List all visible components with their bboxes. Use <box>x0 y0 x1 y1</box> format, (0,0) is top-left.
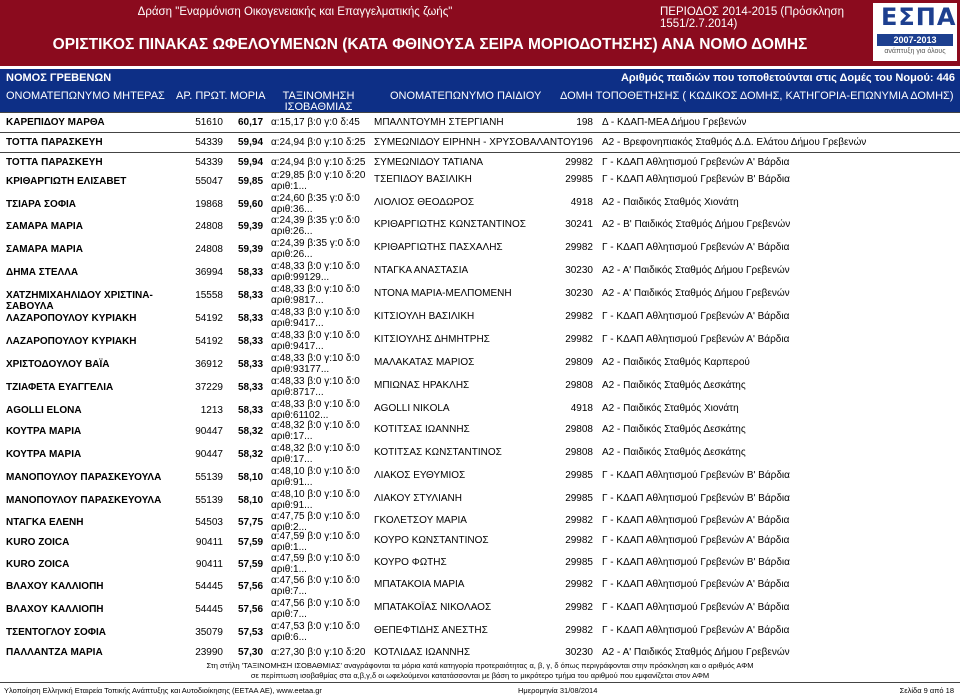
tiebreak-afm: αριθ:2... <box>271 522 307 533</box>
structure-name: Α2 - Β' Παιδικός Σταθμός Δήμου Γρεβενών <box>602 219 791 230</box>
structure-code: 29985 <box>565 493 593 504</box>
tiebreak-scores: α:48,33 β:0 γ:10 δ:0 <box>271 307 360 318</box>
table-row <box>0 193 960 215</box>
protocol-number: 36912 <box>195 359 223 370</box>
mother-name: ΝΤΑΓΚΑ ΕΛΕΝΗ <box>6 517 84 528</box>
structure-code: 29985 <box>565 470 593 481</box>
protocol-number: 51610 <box>195 117 223 128</box>
tiebreak-scores: α:48,32 β:0 γ:10 δ:0 <box>271 443 360 454</box>
moria-value: 59,39 <box>238 244 264 255</box>
table-row <box>0 132 960 152</box>
structure-name: Γ - ΚΔΑΠ Αθλητισμού Γρεβενών Β' Βάρδια <box>602 470 790 481</box>
structure-name: Α2 - Παιδικός Σταθμός Δεσκάτης <box>602 380 746 391</box>
mother-name: ΤΟΤΤΑ ΠΑΡΑΣΚΕΥΗ <box>6 137 103 148</box>
structure-code: 29982 <box>565 515 593 526</box>
structure-name: Γ - ΚΔΑΠ Αθλητισμού Γρεβενών Β' Βάρδια <box>602 557 790 568</box>
col-amount: ΑΡ. ΠΡΩΤ. <box>176 90 228 102</box>
table-row <box>0 330 960 353</box>
protocol-number: 90411 <box>195 537 223 548</box>
structure-name: Γ - ΚΔΑΠ Αθλητισμού Γρεβενών Α' Βάρδια <box>602 625 790 636</box>
tiebreak-scores: α:47,56 β:0 γ:10 δ:0 <box>271 598 360 609</box>
structure-name: Α2 - Παιδικός Σταθμός Δεσκάτης <box>602 447 746 458</box>
table-header <box>0 87 960 112</box>
espa-logo-years: 2007-2013 <box>877 34 953 46</box>
moria-value: 58,10 <box>238 472 264 483</box>
protocol-number: 23990 <box>195 647 223 658</box>
table-row <box>0 531 960 553</box>
structure-code: 30230 <box>565 265 593 276</box>
mother-name: ΒΛΑΧΟΥ ΚΑΛΛΙΟΠΗ <box>6 581 104 592</box>
child-name: ΣΥΜΕΩΝΙΔΟΥ ΕΙΡΗΝΗ - ΧΡΥΣΟΒΑΛΑΝΤΟΥ <box>374 137 578 148</box>
table-row <box>0 152 960 170</box>
table-row <box>0 443 960 466</box>
moria-value: 60,17 <box>238 117 264 128</box>
structure-code: 29982 <box>565 242 593 253</box>
mother-name: ΚΟΥΤΡΑ ΜΑΡΙΑ <box>6 426 82 437</box>
header-banner <box>0 0 960 66</box>
table-row <box>0 621 960 643</box>
structure-name: Γ - ΚΔΑΠ Αθλητισμού Γρεβενών Β' Βάρδια <box>602 493 790 504</box>
tiebreak-scores: α:48,33 β:0 γ:10 δ:0 <box>271 330 360 341</box>
tiebreak-scores: α:24,94 β:0 γ:10 δ:25 <box>271 137 366 148</box>
child-name: AGOLLI NIKOLA <box>374 403 450 414</box>
mother-name: ΒΛΑΧΟΥ ΚΑΛΛΙΟΠΗ <box>6 604 104 615</box>
tiebreak-scores: α:47,53 β:0 γ:10 δ:0 <box>271 621 360 632</box>
tiebreak-afm: αριθ:9417... <box>271 341 324 352</box>
tiebreak-scores: α:47,59 β:0 γ:10 δ:0 <box>271 553 360 564</box>
mother-name: ΚΡΙΘΑΡΓΙΩΤΗ ΕΛΙΣΑΒΕΤ <box>6 176 127 187</box>
structure-code: 30230 <box>565 647 593 658</box>
child-name: ΣΥΜΕΩΝΙΔΟΥ ΤΑΤΙΑΝΑ <box>374 157 484 168</box>
child-name: ΚΟΤΛΙΔΑΣ ΙΩΑΝΝΗΣ <box>374 647 471 658</box>
protocol-number: 35079 <box>195 627 223 638</box>
tiebreak-afm: αριθ:17... <box>271 431 313 442</box>
structure-code: 29982 <box>565 535 593 546</box>
table-row <box>0 238 960 261</box>
tiebreak-afm: αριθ:7... <box>271 586 307 597</box>
mother-name: ΠΑΛΛΑΝΤΖΑ ΜΑΡΙΑ <box>6 647 103 658</box>
child-name: ΚΟΤΙΤΣΑΣ ΙΩΑΝΝΗΣ <box>374 424 470 435</box>
tiebreak-scores: α:48,33 β:0 γ:10 δ:0 <box>271 399 360 410</box>
structure-code: 29982 <box>565 602 593 613</box>
structure-code: 29808 <box>565 424 593 435</box>
espa-logo <box>873 3 957 61</box>
protocol-number: 55139 <box>195 472 223 483</box>
moria-value: 57,59 <box>238 537 264 548</box>
table-row <box>0 489 960 511</box>
moria-value: 58,33 <box>238 313 264 324</box>
structure-name: Γ - ΚΔΑΠ Αθλητισμού Γρεβενών Α' Βάρδια <box>602 157 790 168</box>
table-row <box>0 399 960 420</box>
moria-value: 57,59 <box>238 559 264 570</box>
table-row <box>0 170 960 193</box>
tiebreak-scores: α:24,39 β:35 γ:0 δ:0 <box>271 215 360 226</box>
child-name: ΘΕΠΕΦΤΙΔΗΣ ΑΝΕΣΤΗΣ <box>374 625 488 636</box>
protocol-number: 36994 <box>195 267 223 278</box>
table-row <box>0 353 960 376</box>
moria-value: 59,94 <box>238 137 264 148</box>
moria-value: 58,10 <box>238 495 264 506</box>
child-name: ΚΟΥΡΟ ΚΩΝΣΤΑΝΤΙΝΟΣ <box>374 535 489 546</box>
child-name: ΝΤΑΓΚΑ ΑΝΑΣΤΑΣΙΑ <box>374 265 469 276</box>
tiebreak-scores: α:47,59 β:0 γ:10 δ:0 <box>271 531 360 542</box>
child-name: ΚΙΤΣΙΟΥΛΗΣ ΔΗΜΗΤΡΗΣ <box>374 334 490 345</box>
structure-name: Α2 - Παιδικός Σταθμός Δεσκάτης <box>602 424 746 435</box>
structure-name: Γ - ΚΔΑΠ Αθλητισμού Γρεβενών Α' Βάρδια <box>602 535 790 546</box>
protocol-number: 15558 <box>195 290 223 301</box>
protocol-number: 37229 <box>195 382 223 393</box>
footer-note-1: Στη στήλη 'ΤΑΞΙΝΟΜΗΣΗ ΙΣΟΒΑΘΜΙΑΣ' αναγράφονται τα μόρια κατά κατηγορία προτεραιότητας α, β, γ, δ όπως περιγράφονται στην πρόσκληση και ο αριθμός ΑΦΜ <box>206 661 754 670</box>
tiebreak-scores: α:24,94 β:0 γ:10 δ:25 <box>271 157 366 168</box>
table-row <box>0 376 960 399</box>
structure-name: Γ - ΚΔΑΠ Αθλητισμού Γρεβενών Β' Βάρδια <box>602 174 790 185</box>
tiebreak-scores: α:48,33 β:0 γ:10 δ:0 <box>271 261 360 272</box>
protocol-number: 54445 <box>195 604 223 615</box>
tiebreak-afm: αριθ:9417... <box>271 318 324 329</box>
structure-name: Γ - ΚΔΑΠ Αθλητισμού Γρεβενών Α' Βάρδια <box>602 515 790 526</box>
table-row <box>0 643 960 661</box>
tiebreak-scores: α:48,33 β:0 γ:10 δ:0 <box>271 284 360 295</box>
tiebreak-scores: α:24,39 β:35 γ:0 δ:0 <box>271 238 360 249</box>
protocol-number: 54339 <box>195 137 223 148</box>
child-name: ΚΡΙΘΑΡΓΙΩΤΗΣ ΠΑΣΧΑΛΗΣ <box>374 242 503 253</box>
child-name: ΜΠΑΤΑΚΟΪΑΣ ΝΙΚΟΛΑΟΣ <box>374 602 492 613</box>
structure-name: Α2 - Α' Παιδικός Σταθμός Δήμου Γρεβενών <box>602 288 790 299</box>
mother-name: ΧΑΤΖΗΜΙΧΑΗΛΙΔΟΥ ΧΡΙΣΤΙΝΑ-ΣΑΒΟΥΛΑ <box>6 290 153 312</box>
protocol-number: 54445 <box>195 581 223 592</box>
moria-value: 58,32 <box>238 449 264 460</box>
table-row <box>0 553 960 575</box>
child-name: ΚΟΥΡΟ ΦΩΤΗΣ <box>374 557 447 568</box>
child-name: ΜΠΑΤΑΚΟΙΑ ΜΑΡΙΑ <box>374 579 465 590</box>
child-name: ΝΤΟΝΑ ΜΑΡΙΑ-ΜΕΛΠΟΜΕΝΗ <box>374 288 512 299</box>
protocol-number: 90447 <box>195 426 223 437</box>
mother-name: ΤΖΙΑΦΕΤΑ ΕΥΑΓΓΕΛΙΑ <box>6 382 114 393</box>
protocol-number: 54192 <box>195 336 223 347</box>
tiebreak-scores: α:48,33 β:0 γ:10 δ:0 <box>271 353 360 364</box>
footer-org: Υλοποίηση Ελληνική Εταιρεία Τοπικής Ανάπτυξης και Αυτοδιοίκησης (ΕΕΤΑΑ ΑΕ), www.eetaa.gr <box>4 686 322 695</box>
footer-page-number: Σελίδα 9 από 18 <box>899 686 954 695</box>
structure-code: 29982 <box>565 311 593 322</box>
tiebreak-scores: α:24,60 β:35 γ:0 δ:0 <box>271 193 360 204</box>
footer-divider <box>0 682 960 683</box>
tiebreak-afm: αριθ:61102... <box>271 410 329 421</box>
mother-name: ΧΡΙΣΤΟΔΟΥΛΟΥ ΒΑΪΑ <box>6 359 110 370</box>
tiebreak-afm: αριθ:36... <box>271 204 313 215</box>
mother-name: ΣΑΜΑΡΑ ΜΑΡΙΑ <box>6 221 83 232</box>
tiebreak-afm: αριθ:1... <box>271 564 307 575</box>
structure-code: 196 <box>576 137 593 148</box>
protocol-number: 54192 <box>195 313 223 324</box>
structure-name: Γ - ΚΔΑΠ Αθλητισμού Γρεβενών Α' Βάρδια <box>602 242 790 253</box>
table-row <box>0 284 960 312</box>
table-row <box>0 261 960 284</box>
moria-value: 58,32 <box>238 426 264 437</box>
moria-value: 58,33 <box>238 336 264 347</box>
structure-code: 198 <box>576 117 593 128</box>
structure-code: 29982 <box>565 334 593 345</box>
protocol-number: 1213 <box>200 405 223 416</box>
tiebreak-scores: α:47,56 β:0 γ:10 δ:0 <box>271 575 360 586</box>
structure-name: Α2 - Παιδικός Σταθμός Χιονάτη <box>602 403 739 414</box>
structure-name: Γ - ΚΔΑΠ Αθλητισμού Γρεβενών Α' Βάρδια <box>602 311 790 322</box>
structure-code: 29982 <box>565 157 593 168</box>
mother-name: ΤΟΤΤΑ ΠΑΡΑΣΚΕΥΗ <box>6 157 103 168</box>
structure-code: 29982 <box>565 625 593 636</box>
mother-name: ΜΑΝΟΠΟΥΛΟΥ ΠΑΡΑΣΚΕΥΟΥΛΑ <box>6 472 162 483</box>
mother-name: ΣΑΜΑΡΑ ΜΑΡΙΑ <box>6 244 83 255</box>
page-title: ΟΡΙΣΤΙΚΟΣ ΠΙΝΑΚΑΣ ΩΦΕΛΟΥΜΕΝΩΝ (ΚΑΤΑ ΦΘΙΝΟΥΣΑ ΣΕΙΡΑ ΜΟΡΙΟΔΟΤΗΣΗΣ) ΑΝΑ ΝΟΜΟ ΔΟΜΗΣ <box>52 36 808 53</box>
mother-name: ΤΣΕΝΤΟΓΛΟΥ ΣΟΦΙΑ <box>6 627 106 638</box>
moria-value: 58,33 <box>238 359 264 370</box>
structure-name: Γ - ΚΔΑΠ Αθλητισμού Γρεβενών Α' Βάρδια <box>602 334 790 345</box>
col-taxinomisi: ΤΑΞΙΝΟΜΗΣΗ ΙΣΟΒΑΘΜΙΑΣ <box>282 90 355 113</box>
moria-value: 58,33 <box>238 382 264 393</box>
child-name: ΛΙΟΛΙΟΣ ΘΕΟΔΩΡΟΣ <box>374 197 475 208</box>
tiebreak-scores: α:29,85 β:0 γ:10 δ:20 <box>271 170 366 181</box>
mother-name: AGOLLI ELONA <box>6 405 82 416</box>
moria-value: 58,33 <box>238 290 264 301</box>
structure-code: 29982 <box>565 579 593 590</box>
moria-value: 57,56 <box>238 604 264 615</box>
tiebreak-scores: α:48,33 β:0 γ:10 δ:0 <box>271 376 360 387</box>
period-label: ΠΕΡΙΟΔΟΣ 2014-2015 (Πρόσκληση 1551/2.7.2014) <box>660 6 844 30</box>
prefecture-label: ΝΟΜΟΣ ΓΡΕΒΕΝΩΝ <box>6 72 112 84</box>
page-footer <box>0 661 960 697</box>
table-row <box>0 466 960 489</box>
structure-name: Δ - ΚΔΑΠ-ΜΕΑ Δήμου Γρεβενών <box>602 117 747 128</box>
tiebreak-afm: αριθ:91... <box>271 500 313 511</box>
tiebreak-afm: αριθ:26... <box>271 249 313 260</box>
structure-code: 4918 <box>570 403 593 414</box>
espa-logo-text: ΕΣΠΑ <box>881 3 957 31</box>
mother-name: ΤΣΙΑΡΑ ΣΟΦΙΑ <box>6 199 77 210</box>
child-name: ΛΙΑΚΟΥ ΣΤΥΛΙΑΝΗ <box>374 493 463 504</box>
col-moria: ΜΟΡΙΑ <box>230 90 266 102</box>
structure-code: 29985 <box>565 557 593 568</box>
structure-name: Γ - ΚΔΑΠ Αθλητισμού Γρεβενών Α' Βάρδια <box>602 602 790 613</box>
moria-value: 59,94 <box>238 157 264 168</box>
mother-name: ΚΟΥΤΡΑ ΜΑΡΙΑ <box>6 449 82 460</box>
tiebreak-afm: αριθ:9817... <box>271 295 324 306</box>
table-row <box>0 112 960 132</box>
moria-value: 57,30 <box>238 647 264 658</box>
mother-name: ΔΗΜΑ ΣΤΕΛΛΑ <box>6 267 79 278</box>
tiebreak-afm: αριθ:99129... <box>271 272 330 283</box>
tiebreak-afm: αριθ:8717... <box>271 387 324 398</box>
tiebreak-afm: αριθ:17... <box>271 454 313 465</box>
protocol-number: 24808 <box>195 244 223 255</box>
moria-value: 57,56 <box>238 581 264 592</box>
table-row <box>0 307 960 330</box>
structure-name: Α2 - Βρεφονηπιακός Σταθμός Δ.Δ. Ελάτου Δήμου Γρεβενών <box>602 137 867 148</box>
tiebreak-scores: α:48,10 β:0 γ:10 δ:0 <box>271 489 360 500</box>
mother-name: ΚΑΡΕΠΙΔΟΥ ΜΑΡΘΑ <box>6 117 105 128</box>
tiebreak-scores: α:48,32 β:0 γ:10 δ:0 <box>271 420 360 431</box>
protocol-number: 90411 <box>195 559 223 570</box>
structure-code: 29809 <box>565 357 593 368</box>
tiebreak-afm: αριθ:93177... <box>271 364 330 375</box>
table-row <box>0 575 960 598</box>
structure-code: 29808 <box>565 380 593 391</box>
tiebreak-afm: αριθ:91... <box>271 477 313 488</box>
mother-name: ΜΑΝΟΠΟΥΛΟΥ ΠΑΡΑΣΚΕΥΟΥΛΑ <box>6 495 162 506</box>
structure-code: 30241 <box>565 219 593 230</box>
child-name: ΚΙΤΣΙΟΥΛΗ ΒΑΣΙΛΙΚΗ <box>374 311 475 322</box>
moria-value: 58,33 <box>238 405 264 416</box>
structure-code: 29985 <box>565 174 593 185</box>
structure-code: 4918 <box>570 197 593 208</box>
mother-name: ΛΑΖΑΡΟΠΟΥΛΟΥ ΚΥΡΙΑΚΗ <box>6 313 137 324</box>
tiebreak-afm: αριθ:7... <box>271 609 307 620</box>
child-name: ΤΣΕΠΙΔΟΥ ΒΑΣΙΛΙΚΗ <box>374 174 472 185</box>
structure-name: Γ - ΚΔΑΠ Αθλητισμού Γρεβενών Α' Βάρδια <box>602 579 790 590</box>
moria-value: 59,60 <box>238 199 264 210</box>
protocol-number: 55139 <box>195 495 223 506</box>
espa-logo-tagline: ανάπτυξη για όλους <box>884 48 946 55</box>
footer-date: Ημερομηνία 31/08/2014 <box>518 686 598 695</box>
moria-value: 58,33 <box>238 267 264 278</box>
structure-name: Α2 - Α' Παιδικός Σταθμός Δήμου Γρεβενών <box>602 647 790 658</box>
tiebreak-scores: α:15,17 β:0 γ:0 δ:45 <box>271 117 360 128</box>
child-name: ΛΙΑΚΟΣ ΕΥΘΥΜΙΟΣ <box>374 470 466 481</box>
tiebreak-afm: αριθ:6... <box>271 632 307 643</box>
mother-name: ΛΑΖΑΡΟΠΟΥΛΟΥ ΚΥΡΙΑΚΗ <box>6 336 137 347</box>
tiebreak-afm: αριθ:26... <box>271 226 313 237</box>
table-row <box>0 420 960 443</box>
footer-note-2: σε περίπτωση ισοβαθμίας στα α,β,γ,δ οι ωφελούμενοι κατατάσσονται με βάση το μικρότερο τμήμα του αριθμού που εμφανίζεται στον ΑΦΜ <box>250 671 710 680</box>
structure-name: Α2 - Παιδικός Σταθμός Χιονάτη <box>602 197 739 208</box>
child-name: ΜΠΑΛΝΤΟΥΜΗ ΣΤΕΡΓΙΑΝΗ <box>374 117 504 128</box>
moria-value: 59,85 <box>238 176 264 187</box>
moria-value: 59,39 <box>238 221 264 232</box>
mother-name: KURO ZOICA <box>6 537 70 548</box>
protocol-number: 90447 <box>195 449 223 460</box>
child-name: ΓΚΟΛΕΤΣΟΥ ΜΑΡΙΑ <box>374 515 467 526</box>
protocol-number: 54339 <box>195 157 223 168</box>
tiebreak-afm: αριθ:1... <box>271 181 307 192</box>
tiebreak-scores: α:48,10 β:0 γ:10 δ:0 <box>271 466 360 477</box>
structure-code: 29808 <box>565 447 593 458</box>
col-domi: ΔΟΜΗ ΤΟΠΟΘΕΤΗΣΗΣ ( ΚΩΔΙΚΟΣ ΔΟΜΗΣ, ΚΑΤΗΓΟΡΙΑ-ΕΠΩΝΥΜΙΑ ΔΟΜΗΣ) <box>560 90 954 102</box>
child-name: ΜΑΛΑΚΑΤΑΣ ΜΑΡΙΟΣ <box>374 357 475 368</box>
structure-code: 30230 <box>565 288 593 299</box>
child-name: ΜΠΙΩΝΑΣ ΗΡΑΚΛΗΣ <box>374 380 470 391</box>
structure-name: Α2 - Παιδικός Σταθμός Καρπερού <box>602 357 750 368</box>
protocol-number: 55047 <box>195 176 223 187</box>
mother-name: KURO ZOICA <box>6 559 70 570</box>
moria-value: 57,75 <box>238 517 264 528</box>
protocol-number: 24808 <box>195 221 223 232</box>
tiebreak-afm: αριθ:1... <box>271 542 307 553</box>
col-child: ΟΝΟΜΑΤΕΠΩΝΥΜΟ ΠΑΙΔΙΟΥ <box>390 90 542 102</box>
table-row <box>0 598 960 621</box>
prefecture-bar <box>0 69 960 87</box>
table-row <box>0 215 960 238</box>
structure-name: Α2 - Α' Παιδικός Σταθμός Δήμου Γρεβενών <box>602 265 790 276</box>
protocol-number: 54503 <box>195 517 223 528</box>
children-count-label: Αριθμός παιδιών που τοποθετούνται στις Δομές του Νομού: 446 <box>620 72 955 84</box>
table-row <box>0 511 960 531</box>
moria-value: 57,53 <box>238 627 264 638</box>
col-mother: ΟΝΟΜΑΤΕΠΩΝΥΜΟ ΜΗΤΕΡΑΣ <box>6 90 165 102</box>
child-name: ΚΟΤΙΤΣΑΣ ΚΩΝΣΤΑΝΤΙΝΟΣ <box>374 447 502 458</box>
protocol-number: 19868 <box>195 199 223 210</box>
child-name: ΚΡΙΘΑΡΓΙΩΤΗΣ ΚΩΝΣΤΑΝΤΙΝΟΣ <box>374 219 526 230</box>
tiebreak-scores: α:27,30 β:0 γ:10 δ:20 <box>271 647 366 658</box>
program-title: Δράση "Εναρμόνιση Οικογενειακής και Επαγγελματικής ζωής" <box>137 6 453 18</box>
tiebreak-scores: α:47,75 β:0 γ:10 δ:0 <box>271 511 360 522</box>
